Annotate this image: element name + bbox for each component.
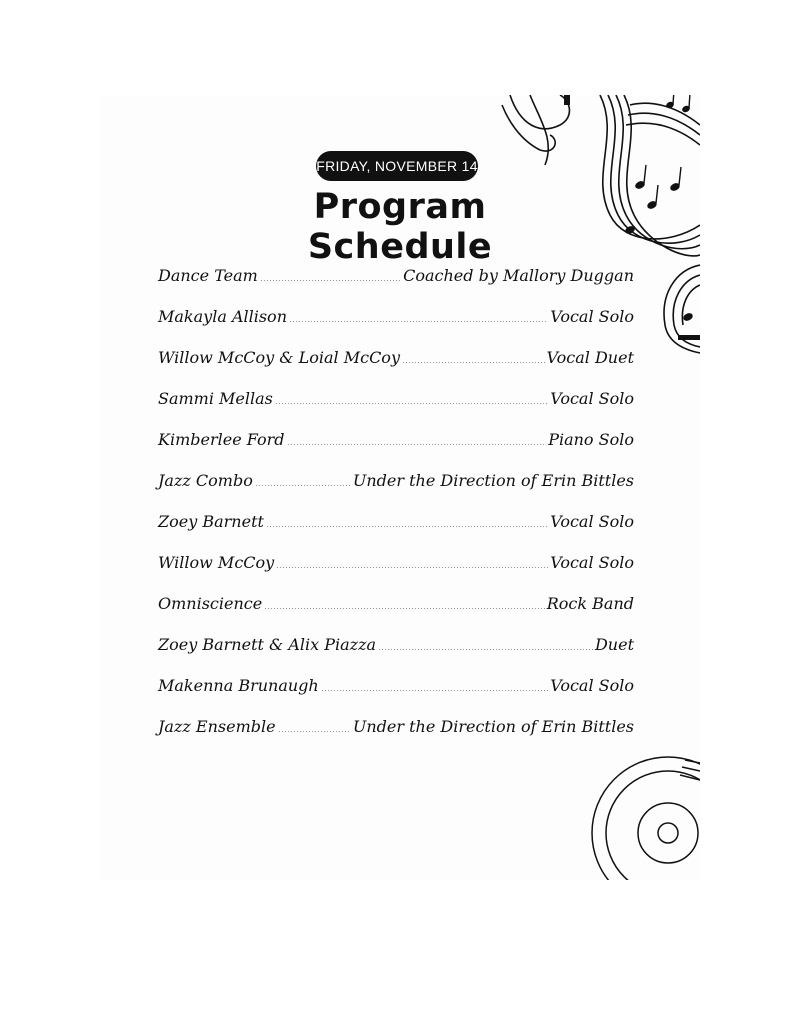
program-item	[158, 665, 634, 706]
dot-leader	[278, 731, 351, 732]
date-badge: FRIDAY, NOVEMBER 14	[316, 151, 478, 181]
dot-leader	[276, 567, 548, 568]
program-item	[158, 460, 634, 501]
performance-type: Under the Direction of Erin Bittles	[352, 717, 634, 736]
performance-type: Coached by Mallory Duggan	[403, 266, 634, 285]
performer-name: Willow McCoy & Loial McCoy	[158, 348, 400, 367]
performance-type: Vocal Solo	[550, 512, 634, 531]
dot-leader	[266, 526, 548, 527]
performance-type: Duet	[594, 635, 634, 654]
performer-name: Zoey Barnett	[158, 512, 264, 531]
program-item	[158, 419, 634, 460]
performer-name: Makayla Allison	[158, 307, 287, 326]
performance-type: Under the Direction of Erin Bittles	[352, 471, 634, 490]
program-item	[158, 337, 634, 378]
dot-leader	[264, 608, 545, 609]
program-item	[158, 296, 634, 337]
performer-name: Kimberlee Ford	[158, 430, 285, 449]
performance-type: Vocal Solo	[550, 676, 634, 695]
program-item	[158, 706, 634, 747]
performance-type: Vocal Solo	[550, 307, 634, 326]
dot-leader	[402, 362, 545, 363]
performer-name: Zoey Barnett & Alix Piazza	[158, 635, 377, 654]
performance-type: Vocal Duet	[546, 348, 634, 367]
vinyl-record-icon	[590, 755, 700, 880]
performance-type: Vocal Solo	[550, 553, 634, 572]
performer-name: Willow McCoy	[158, 553, 275, 572]
performer-name: Makenna Brunaugh	[158, 676, 319, 695]
dot-leader	[378, 649, 593, 650]
performer-name: Jazz Ensemble	[158, 717, 276, 736]
performer-name: Dance Team	[158, 266, 258, 285]
performer-name: Jazz Combo	[158, 471, 253, 490]
performance-type: Vocal Solo	[550, 389, 634, 408]
performance-type: Piano Solo	[548, 430, 634, 449]
program-item	[158, 378, 634, 419]
dot-leader	[289, 321, 548, 322]
program-item	[158, 583, 634, 624]
program-item	[158, 501, 634, 542]
program-item	[158, 255, 634, 296]
program-list	[158, 255, 634, 747]
performer-name: Omniscience	[158, 594, 263, 613]
program-item	[158, 542, 634, 583]
dot-leader	[287, 444, 547, 445]
dot-leader	[260, 280, 401, 281]
performance-type: Rock Band	[546, 594, 634, 613]
performer-name: Sammi Mellas	[158, 389, 273, 408]
program-page	[100, 95, 700, 880]
page-title: Program Schedule	[307, 187, 493, 267]
program-item	[158, 624, 634, 665]
dot-leader	[321, 690, 549, 691]
dot-leader	[255, 485, 351, 486]
dot-leader	[275, 403, 548, 404]
